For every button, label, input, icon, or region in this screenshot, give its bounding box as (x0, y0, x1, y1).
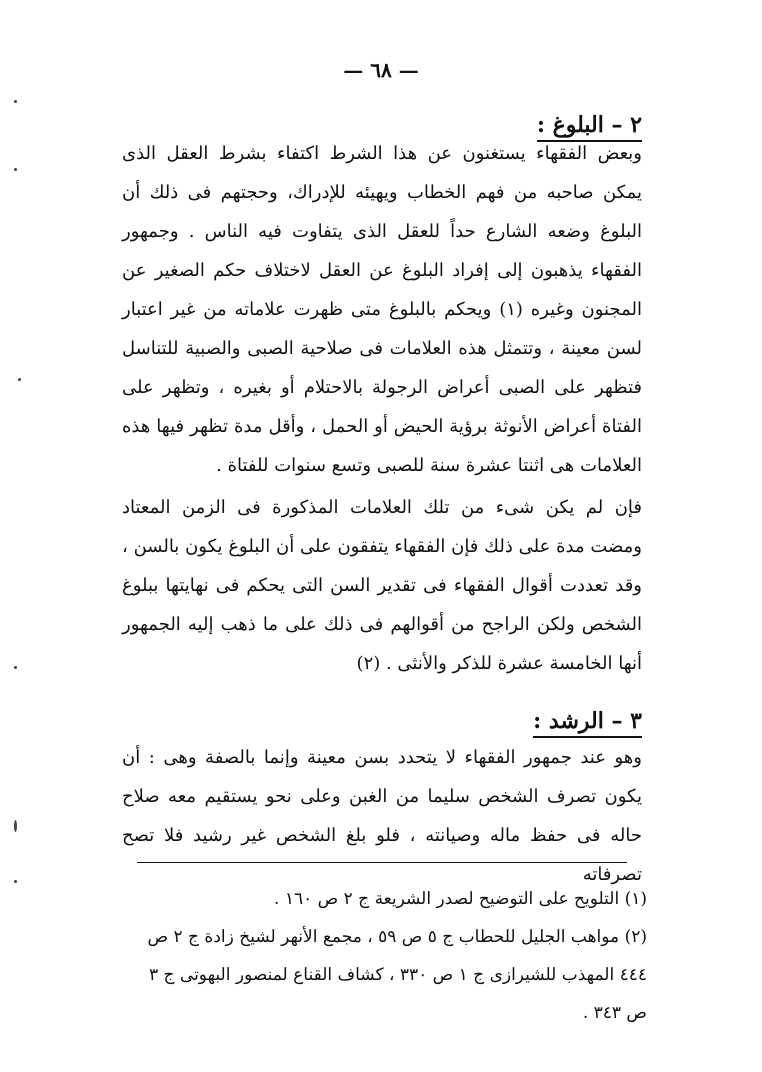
scan-speck (14, 880, 17, 883)
paragraph-puberty-1: وبعض الفقهاء يستغنون عن هذا الشرط اكتفاء بشرط العقل الذى يمكن صاحبه من فهم الخطاب ويهيئه للإدراك، وحجتهم فى ذلك أن البلوغ وضعه الشارع حداً للعقل الذى يتفاوت فيه الناس . وجمهور الفقهاء يذهبون إلى إفراد البلوغ عن العقل لاختلاف حكم الصغير عن المجنون وغيره (١) ويحكم بالبلوغ متى ظهرت علاماته من غير اعتبار لسن معينة ، وتتمثل هذه العلامات فى صلاحية الصبى والصبية للتناسل فتظهر على الصبى أعراض الرجولة بالاحتلام أو بغيره ، وتظهر على الفتاة أعراض الأنوثة برؤية الحيض أو الحمل ، وأقل مدة تظهر فيها هذه العلامات هى اثنتا عشرة سنة للصبى وتسع سنوات للفتاة . (122, 143, 642, 476)
page-number: — ٦٨ — (343, 58, 419, 82)
paragraph-maturity-1: وهو عند جمهور الفقهاء لا يتحدد بسن معينة وإنما بالصفة وهى : أن يكون تصرف الشخص سليما من الغبن وعلى نحو يستقيم معه صلاح حاله فى حفظ ماله وصيانته ، فلو بلغ الشخص غير رشيد فلا تصح تصرفاته (122, 747, 642, 885)
section-heading-maturity-text: ٣ – الرشد : (533, 708, 642, 738)
scan-speck (14, 168, 17, 171)
scan-speck (18, 378, 21, 381)
footnote-2: (٢) مواهب الجليل للحطاب ج ٥ ص ٥٩ ، مجمع الأنهر لشيخ زادة ج ٢ ص ٤٤٤ المهذب للشيرازى ج ١ ص ٣٣٠ ، كشاف القناع لمنصور البهوتى ج ٣ ص ٣٤٣ . (147, 927, 647, 1023)
footnotes (127, 880, 647, 1032)
footnote-separator (137, 862, 627, 863)
paragraph-puberty-2: فإن لم يكن شىء من تلك العلامات المذكورة فى الزمن المعتاد ومضت مدة على ذلك فإن الفقهاء يتفقون على أن البلوغ يكون بالسن ، وقد تعددت أقوال الفقهاء فى تقدير السن التى يحكم فى نهايتها ببلوغ الشخص ولكن الراجح من أقوالهم فى ذلك على ما ذهب إليه الجمهور أنها الخامسة عشرة للذكر والأنثى . (٢) (122, 497, 642, 674)
scan-speck (14, 820, 17, 832)
footnote-1: (١) التلويح على التوضيح لصدر الشريعة ج ٢ ص ١٦٠ . (274, 889, 647, 909)
section-heading-puberty-text: ٢ – البلوغ : (537, 112, 642, 142)
scan-speck (14, 100, 17, 103)
scan-speck (14, 666, 17, 669)
section-heading-maturity (533, 708, 642, 734)
